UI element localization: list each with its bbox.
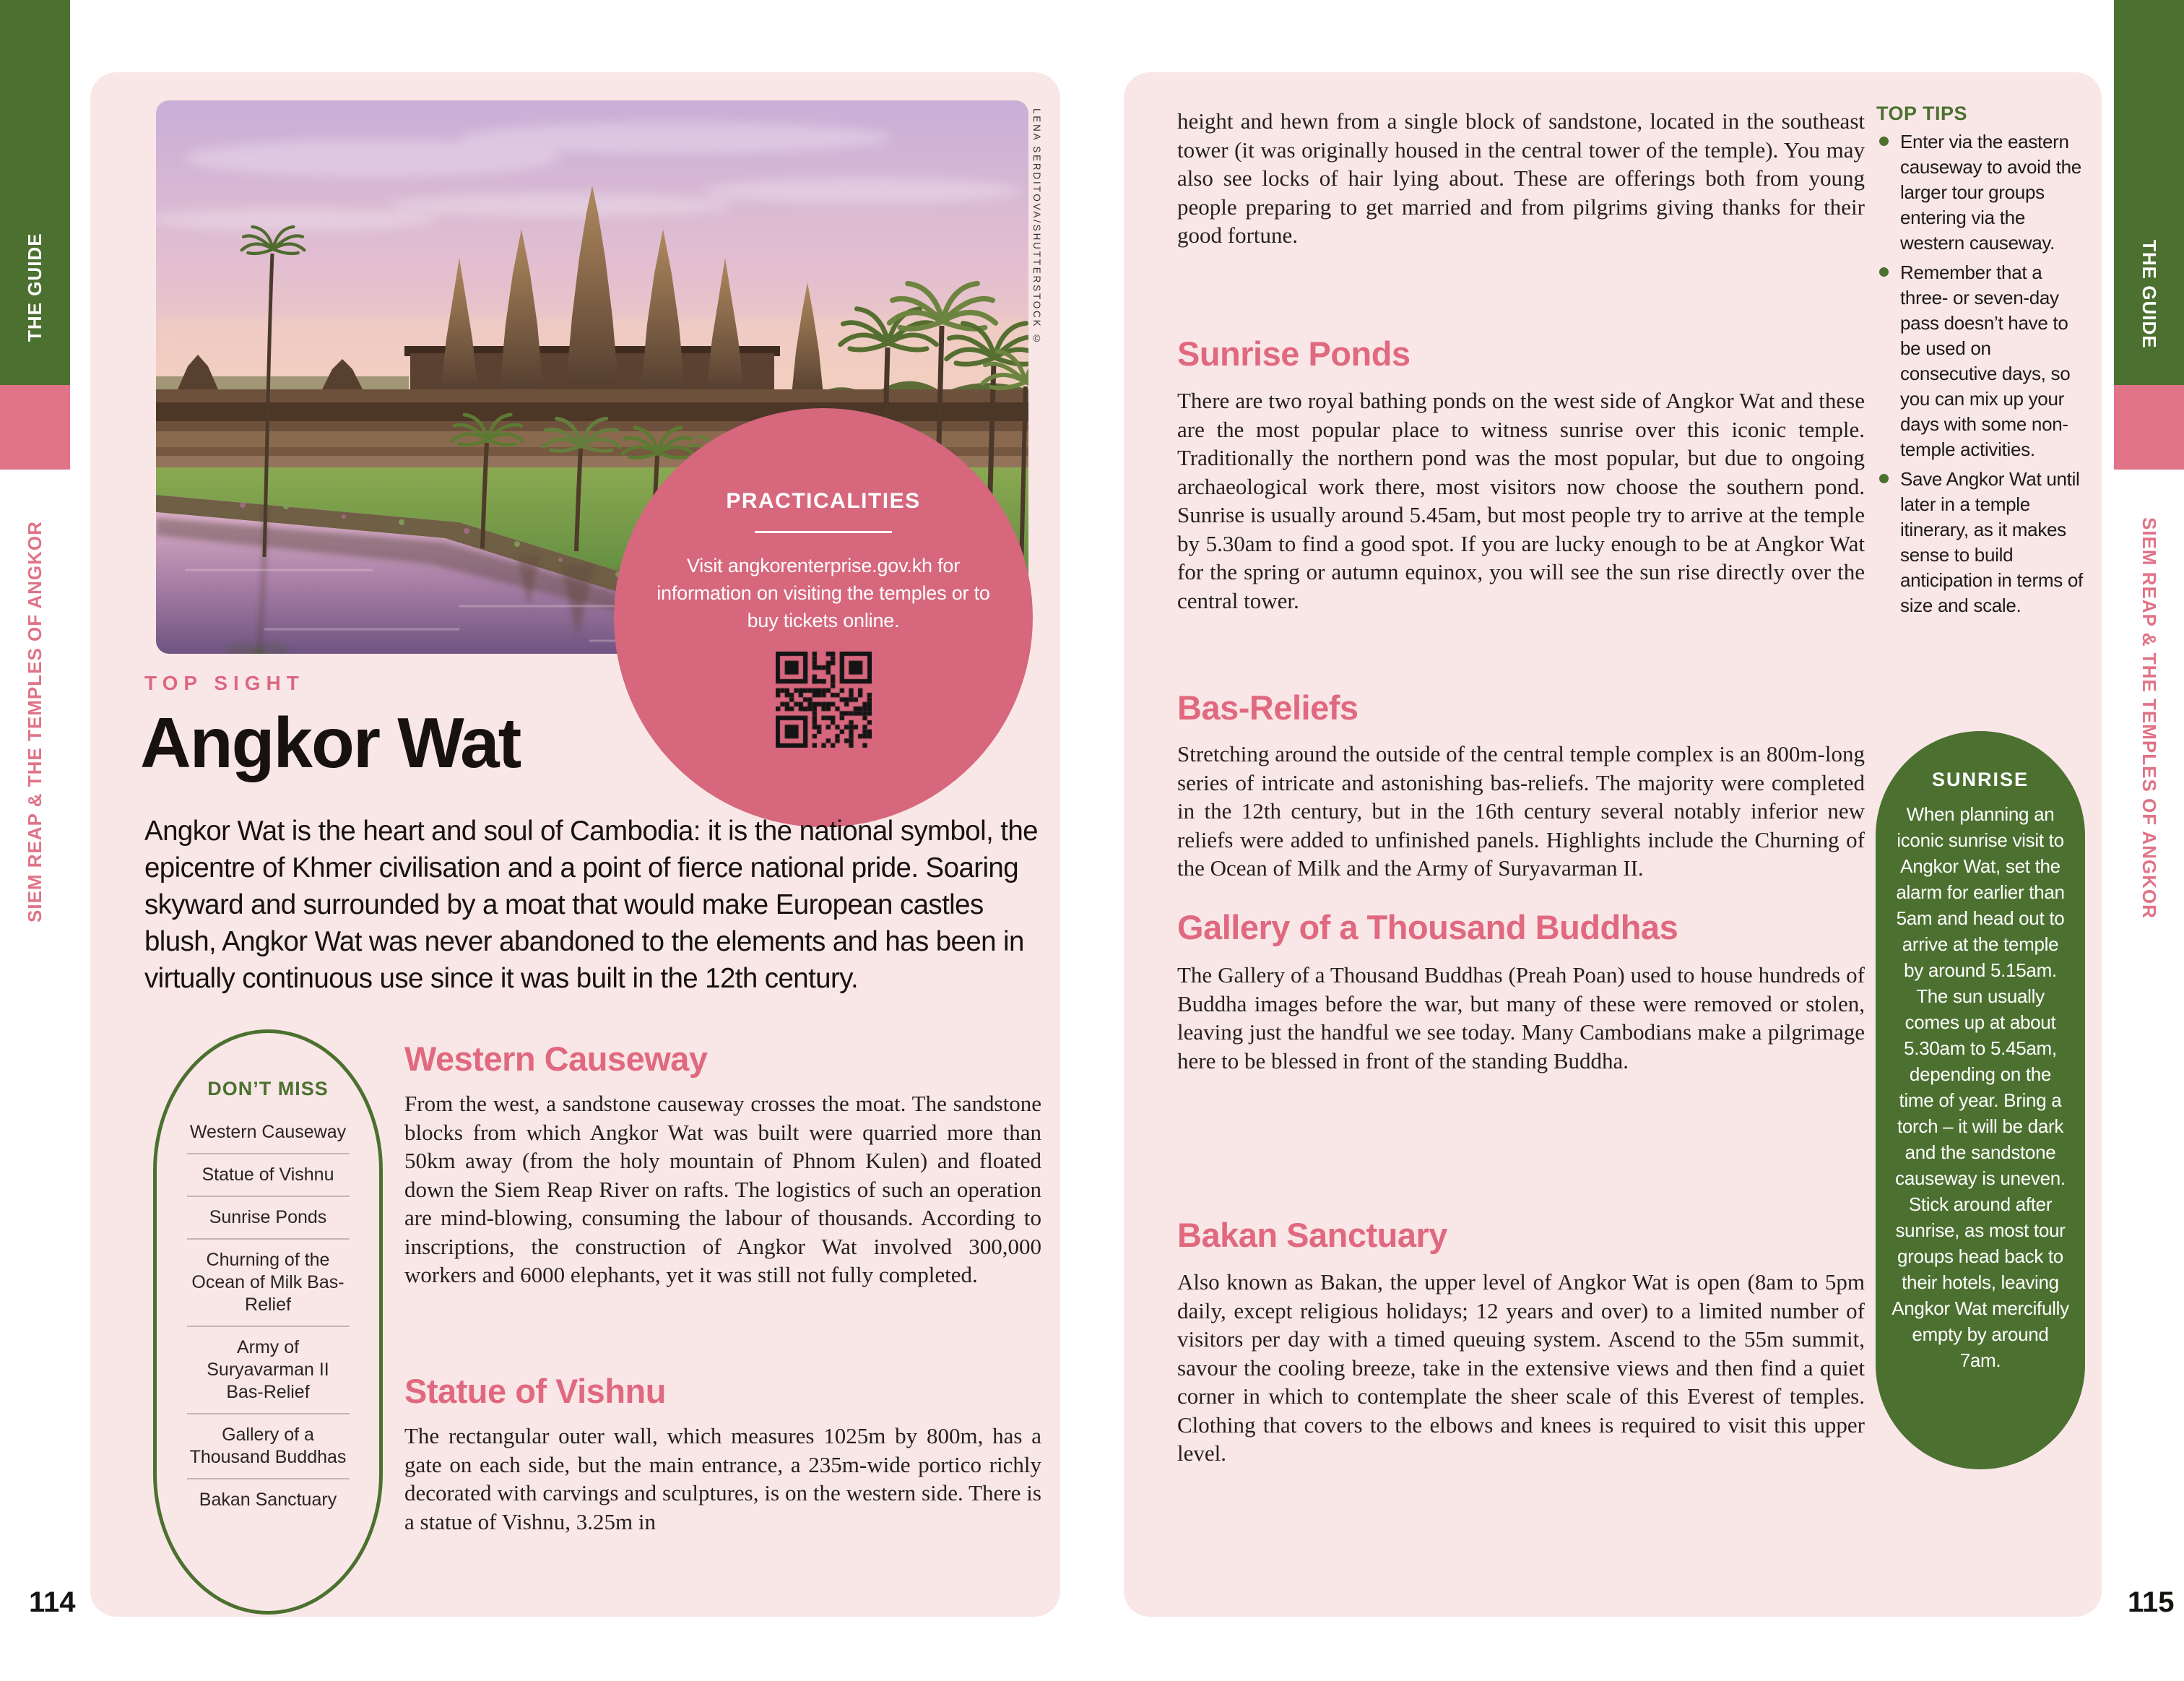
section-heading-western-causeway: Western Causeway	[404, 1040, 708, 1078]
right-edge-pink-tab	[2114, 385, 2184, 470]
practicalities-divider	[755, 531, 892, 533]
left-edge-pink-tab	[0, 385, 70, 470]
top-tip-item: Remember that a three- or seven-day pass doesn’t have to be used on consecutive days, so you can mix up your days with some non-temple activities.	[1876, 260, 2089, 462]
left-edge-guide-label: THE GUIDE	[24, 233, 46, 342]
right-edge-section-label: SIEM REAP & THE TEMPLES OF ANGKOR	[2138, 517, 2160, 919]
sunrise-box	[1876, 731, 2085, 1469]
bullet-icon	[1879, 267, 1889, 277]
continuation-paragraph: height and hewn from a single block of sandstone, located in the southeast tower (it was originally housed in the central tower of the temple). You may also see locks of hair lying about. These are offerings both from young people preparing to get married and from pilgrims giving thanks for their good fortune.	[1177, 108, 1865, 248]
dont-miss-box	[153, 1029, 383, 1615]
left-edge-section-label: SIEM REAP & THE TEMPLES OF ANGKOR	[24, 521, 46, 922]
top-tip-item: Enter via the eastern causeway to avoid the larger tour groups entering via the western causeway.	[1876, 129, 2089, 256]
bullet-icon	[1879, 474, 1889, 483]
dont-miss-item: Statue of Vishnu	[187, 1153, 350, 1196]
section-body-bakan-sanctuary: Also known as Bakan, the upper level of Angkor Wat is open (8am to 5pm daily, except religious holidays; 12 years and over) to a limited number of visitors per day with a timed queuing system. Ascend to the 55m summit, savour the cooling breeze, take in the extensive views and then find a quiet corner in which to contemplate the sheer scale of this Everest of temples. Clothing that covers to the elbows and knees is required to visit this upper level.	[1177, 1269, 1865, 1466]
section-heading-bas-reliefs: Bas-Reliefs	[1177, 688, 1358, 727]
sunrise-title: SUNRISE	[1931, 769, 2029, 790]
bullet-icon	[1879, 137, 1889, 146]
intro-paragraph: Angkor Wat is the heart and soul of Cambodia: it is the national symbol, the epicentre of Khmer civilisation and a point of fierce national pride. Soaring skyward and surrounded by a moat that would make European castles blush, Angkor Wat was never abandoned to the elements and has been in virtually continuous use since it was built in the 12th century.	[144, 816, 1038, 994]
practicalities-body: Visit angkorenterprise.gov.kh for information on visiting the temples or to buy tickets online.	[656, 555, 990, 631]
dont-miss-item: Gallery of a Thousand Buddhas	[187, 1413, 350, 1478]
dont-miss-title: DON’T MISS	[207, 1078, 329, 1099]
top-tips-title: TOP TIPS	[1876, 103, 1968, 124]
page-number-right: 115	[2128, 1586, 2175, 1618]
practicalities-circle	[614, 408, 1033, 827]
kicker-top-sight: TOP SIGHT	[144, 672, 305, 694]
dont-miss-item: Sunrise Ponds	[187, 1196, 350, 1238]
top-tips-box	[1876, 103, 2089, 618]
section-heading-gallery-thousand-buddhas: Gallery of a Thousand Buddhas	[1177, 908, 1678, 946]
section-heading-bakan-sanctuary: Bakan Sanctuary	[1177, 1216, 1447, 1254]
dont-miss-item: Bakan Sanctuary	[187, 1478, 350, 1521]
practicalities-title: PRACTICALITIES	[726, 489, 921, 513]
dont-miss-item: Churning of the Ocean of Milk Bas-Relief	[187, 1238, 350, 1326]
section-heading-statue-of-vishnu: Statue of Vishnu	[404, 1372, 666, 1410]
dont-miss-item: Western Causeway	[189, 1122, 347, 1142]
dont-miss-item: Army of Suryavarman II Bas-Relief	[187, 1326, 350, 1413]
dont-miss-list	[187, 1112, 350, 1521]
right-edge-guide-label: THE GUIDE	[2138, 240, 2160, 349]
top-tip-item: Save Angkor Wat until later in a temple itinerary, as it makes sense to build anticipation in terms of size and scale.	[1876, 467, 2089, 618]
sunrise-body: When planning an iconic sunrise visit to Angkor Wat, set the alarm for earlier than 5am and head out to arrive at the temple by around 5.15am. The sun usually comes up at about 5.30am to 5.45am, depending on the time of year. Bring a torch – it will be dark and the sandstone causeway is uneven. Stick around after sunrise, as most tour groups head back to their hotels, leaving Angkor Wat mercifully empty by around 7am.	[1892, 803, 2069, 1371]
section-body-gallery-thousand-buddhas: The Gallery of a Thousand Buddhas (Preah Poan) used to house hundreds of Buddha images before the war, but many of these were removed or stolen, leaving just the handful we see today. Many Cambodians make a pilgrimage here to be blessed in front of the standing Buddha.	[1177, 962, 1865, 1073]
page-number-left: 114	[29, 1586, 76, 1618]
section-heading-sunrise-ponds: Sunrise Ponds	[1177, 334, 1410, 373]
section-body-bas-reliefs: Stretching around the outside of the central temple complex is an 800m-long series of intricate and astonishing bas-reliefs. The majority were completed in the 12th century, but in the 16th century several notably inferior new reliefs were added to unfinished panels. Highlights include the Churning of the Ocean of Milk and the Army of Suryavarman II.	[1177, 741, 1865, 881]
section-body-statue-of-vishnu: The rectangular outer wall, which measures 1025m by 800m, has a gate on each side, but the main entrance, a 235m-wide portico richly decorated with carvings and sculptures, is on the western side. There is a statue of Vishnu, 3.25m in	[404, 1423, 1041, 1534]
page-title: Angkor Wat	[140, 703, 521, 782]
photo-credit: LENA SERDITOVA/SHUTTERSTOCK ©	[1031, 108, 1042, 346]
qr-code	[776, 652, 872, 748]
section-body-sunrise-ponds: There are two royal bathing ponds on the west side of Angkor Wat and these are the most popular place to witness sunrise over this iconic temple. Traditionally the northern pond was the most popular, but due to ongoing archaeological work there, most visitors now choose the southern pond. Sunrise is usually around 5.45am, but most people try to arrive at the temple by 5.30am to find a good spot. If you are lucky enough to be at Angkor Wat for the spring or autumn equinox, you will see the sun rise directly over the central tower.	[1177, 388, 1865, 613]
section-body-western-causeway: From the west, a sandstone causeway crosses the moat. The sandstone blocks from which Angkor Wat was built were quarried more than 50km away (from the holy mountain of Phnom Kulen) and floated down the Siem Reap River on rafts. The logistics of such an operation are mind-blowing, consuming the labour of thousands. According to inscriptions, the construction of Angkor Wat involved 300,000 workers and 6000 elephants, yet it was still not fully completed.	[404, 1091, 1041, 1287]
